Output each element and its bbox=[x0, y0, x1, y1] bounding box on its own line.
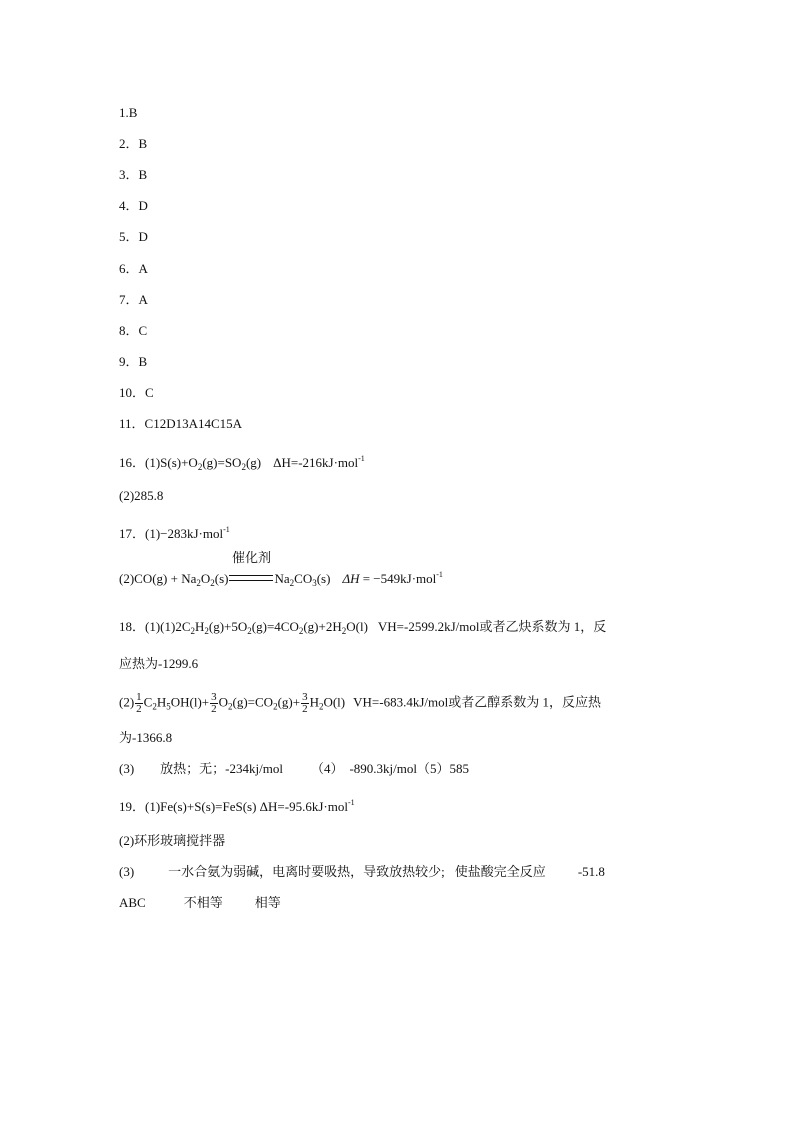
fraction: $\frac{3}{2}$ bbox=[211, 691, 217, 715]
answer-8: 8．C bbox=[119, 323, 148, 338]
subscript: 2 bbox=[210, 578, 215, 588]
subscript: 2 bbox=[152, 701, 157, 712]
text: (s) bbox=[316, 571, 331, 586]
subscript: 2 bbox=[298, 626, 304, 636]
fraction: $\frac{3}{2}$ bbox=[302, 691, 308, 715]
text: 相等 bbox=[254, 895, 281, 910]
subscript: 2 bbox=[247, 626, 252, 636]
text: (g)+ bbox=[277, 694, 301, 710]
text: 19．(1)Fe(s)+S(s)=FeS(s) ΔH=-95.6kJ·mol bbox=[119, 799, 348, 814]
text: 放热；无；-234kj/mol bbox=[160, 761, 283, 776]
text: (2)CO(g) + Na bbox=[119, 571, 197, 586]
text: C bbox=[143, 694, 153, 710]
catalyst-arrow bbox=[229, 551, 273, 587]
text: O bbox=[200, 571, 211, 586]
text: Na bbox=[274, 571, 290, 586]
text: (g) bbox=[245, 455, 262, 470]
text: (3) bbox=[119, 761, 135, 776]
text: 17．(1)−283kJ·mol bbox=[119, 526, 224, 541]
answer-17-part-1 bbox=[119, 522, 230, 542]
fraction: $\frac{1}{2}$ bbox=[136, 691, 142, 715]
text: 不相等 bbox=[183, 895, 223, 910]
text: CO bbox=[294, 571, 313, 586]
text: (2) bbox=[119, 694, 135, 710]
answer-18-line-5 bbox=[119, 761, 469, 777]
superscript: -1 bbox=[436, 570, 443, 579]
text: VH=-2599.2kJ/mol或者乙炔系数为 1，反 bbox=[377, 619, 607, 634]
text: H bbox=[309, 694, 319, 710]
text: (s) bbox=[214, 571, 229, 586]
answer-10: 10．C bbox=[119, 385, 154, 400]
delta-h-symbol: ΔH bbox=[342, 571, 360, 586]
answer-1: 1.B bbox=[119, 105, 138, 120]
answer-7: 7．A bbox=[119, 292, 148, 307]
superscript: -1 bbox=[358, 454, 365, 463]
answer-16-part-2: (2)285.8 bbox=[119, 488, 164, 503]
subscript: 2 bbox=[318, 701, 324, 712]
enthalpy: = −549kJ·mol bbox=[359, 571, 437, 586]
text: (3) bbox=[119, 864, 135, 879]
answer-6: 6．A bbox=[119, 261, 148, 276]
subscript: 2 bbox=[289, 578, 295, 588]
subscript: 2 bbox=[341, 626, 347, 636]
text: H bbox=[156, 694, 167, 710]
text: H bbox=[195, 619, 205, 634]
answer-3: 3．B bbox=[119, 167, 148, 182]
text: O bbox=[218, 694, 229, 710]
subscript: 2 bbox=[190, 626, 195, 636]
text: VH=-683.4kJ/mol或者乙醇系数为 1，反应热 bbox=[353, 694, 601, 710]
answer-4: 4．D bbox=[119, 198, 148, 213]
answer-19-line-4 bbox=[119, 895, 281, 911]
text: (g)+2H bbox=[303, 619, 342, 634]
answer-18-line-4: 为-1366.8 bbox=[119, 730, 173, 745]
answer-18-line-1 bbox=[119, 619, 606, 639]
text: O(l) bbox=[323, 694, 346, 710]
text: (g)+5O bbox=[208, 619, 248, 634]
superscript: -1 bbox=[223, 525, 230, 534]
enthalpy: ΔH=-216kJ·mol bbox=[273, 455, 359, 470]
text: -890.3kj/mol（5）585 bbox=[349, 761, 469, 776]
answer-9: 9．B bbox=[119, 354, 148, 369]
subscript: 2 bbox=[196, 578, 201, 588]
text: 使盐酸完全反应 bbox=[454, 864, 546, 879]
subscript: 2 bbox=[241, 462, 246, 472]
subscript: 2 bbox=[228, 701, 233, 712]
subscript: 2 bbox=[273, 701, 278, 712]
superscript: -1 bbox=[347, 798, 355, 807]
answer-18-line-3 bbox=[119, 692, 601, 715]
text: 一水合氨为弱碱，电离时要吸热，导致放热较少; bbox=[168, 864, 445, 879]
answer-5: 5．D bbox=[119, 229, 148, 244]
text: O(l) bbox=[346, 619, 368, 634]
catalyst-label: 催化剂 bbox=[231, 551, 271, 566]
subscript: 2 bbox=[204, 626, 209, 636]
text: ABC bbox=[119, 895, 146, 910]
answer-19-line-3 bbox=[119, 864, 605, 880]
text: (g)=CO bbox=[232, 694, 274, 710]
answer-2: 2．B bbox=[119, 136, 148, 151]
text: (g)=SO bbox=[202, 455, 242, 470]
answer-11: 11．C12D13A14C15A bbox=[119, 416, 243, 431]
answer-19-line-1 bbox=[119, 795, 355, 815]
text: 18．(1)(1)2C bbox=[119, 619, 191, 634]
text: （4） bbox=[310, 761, 344, 776]
text: (g)=4CO bbox=[251, 619, 299, 634]
text: -51.8 bbox=[577, 864, 605, 879]
text: 16．(1)S(s)+O bbox=[119, 455, 198, 470]
answer-19-line-2: (2)环形玻璃搅拌器 bbox=[119, 833, 226, 848]
text: OH(l)+ bbox=[170, 694, 210, 710]
subscript: 3 bbox=[312, 578, 317, 588]
subscript: 2 bbox=[197, 462, 203, 472]
answer-16-part-1 bbox=[119, 451, 365, 475]
answer-18-line-2: 应热为-1299.6 bbox=[119, 656, 199, 671]
subscript: 5 bbox=[166, 701, 171, 712]
answer-17-part-2 bbox=[119, 551, 443, 591]
